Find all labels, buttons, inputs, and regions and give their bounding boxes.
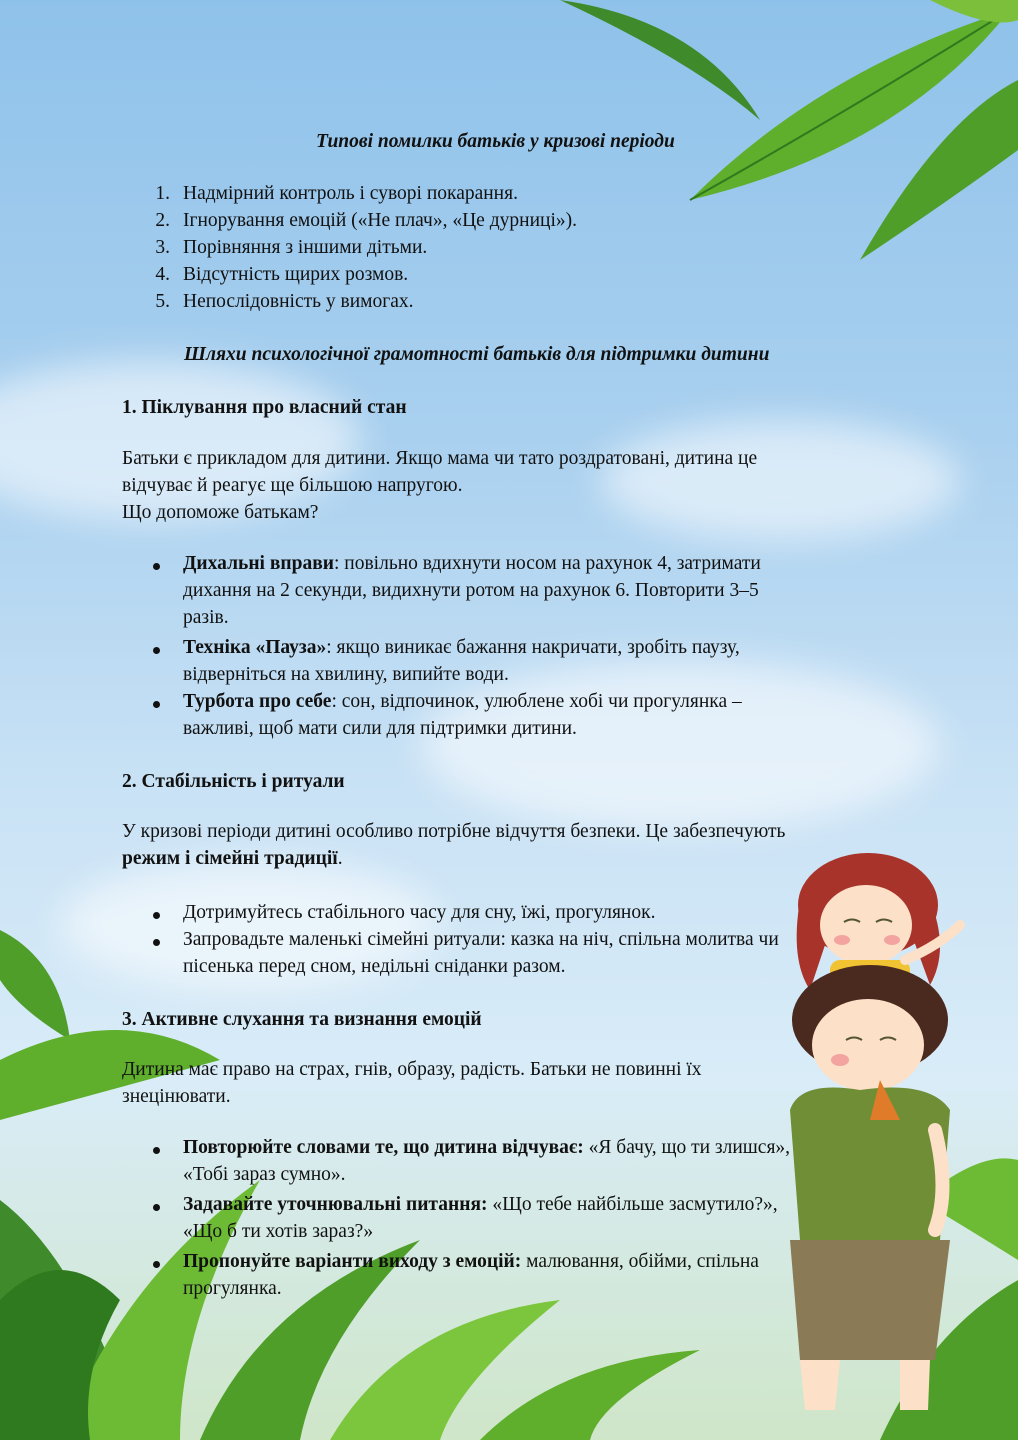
paragraph-line: відчуває й реагує ще більшою напругою. <box>122 475 463 496</box>
bullet-icon <box>153 647 160 654</box>
list-item-line: відверніться на хвилину, випийте води. <box>183 664 509 685</box>
list-item: Непослідовність у вимогах. <box>183 291 414 312</box>
list-item: Турбота про себе: сон, відпочинок, улюблене хобі чи прогулянка – <box>183 691 742 712</box>
list-number: 1. <box>155 183 170 204</box>
section-heading: 2. Стабільність і ритуали <box>122 771 345 792</box>
section-heading: 3. Активне слухання та визнання емоцій <box>122 1009 482 1030</box>
paragraph-line: Дитина має право на страх, гнів, образу, радість. Батьки не повинні їх <box>122 1059 702 1080</box>
paragraph-line: режим і сімейні традиції. <box>122 848 343 869</box>
list-item-line: прогулянка. <box>183 1278 282 1299</box>
list-number: 4. <box>155 264 170 285</box>
ways-title: Шляхи психологічної грамотності батьків для підтримки дитини <box>184 344 770 365</box>
list-item: Дихальні вправи: повільно вдихнути носом на рахунок 4, затримати <box>183 553 761 574</box>
list-item: Ігнорування емоцій («Не плач», «Це дурниці»). <box>183 210 577 231</box>
bullet-icon <box>153 1147 160 1154</box>
list-item: Запровадьте маленькі сімейні ритуали: казка на ніч, спільна молитва чи <box>183 929 779 950</box>
list-item: Повторюйте словами те, що дитина відчуває: «Я бачу, що ти злишся», <box>183 1137 791 1158</box>
list-item: Дотримуйтесь стабільного часу для сну, їжі, прогулянок. <box>183 902 656 923</box>
list-item: Порівняння з іншими дітьми. <box>183 237 428 258</box>
paragraph-line: Батьки є прикладом для дитини. Якщо мама чи тато роздратовані, дитина це <box>122 448 758 469</box>
list-item: Техніка «Пауза»: якщо виникає бажання накричати, зробіть паузу, <box>183 637 740 658</box>
bullet-icon <box>153 939 160 946</box>
list-number: 2. <box>155 210 170 231</box>
bullet-icon <box>153 1261 160 1268</box>
bullet-icon <box>153 563 160 570</box>
paragraph-line: знецінювати. <box>122 1086 231 1107</box>
paragraph-line: У кризові періоди дитині особливо потрібне відчуття безпеки. Це забезпечують <box>122 821 786 842</box>
list-item: Відсутність щирих розмов. <box>183 264 409 285</box>
list-item: Пропонуйте варіанти виходу з емоцій: малювання, обійми, спільна <box>183 1251 759 1272</box>
list-item-line: важливі, щоб мати сили для підтримки дитини. <box>183 718 577 739</box>
paragraph-line: Що допоможе батькам? <box>122 502 319 523</box>
list-item-line: «Що б ти хотів зараз?» <box>183 1221 374 1242</box>
list-number: 3. <box>155 237 170 258</box>
list-item-line: пісенька перед сном, недільні сніданки разом. <box>183 956 566 977</box>
list-item-line: разів. <box>183 607 229 628</box>
bullet-icon <box>153 1204 160 1211</box>
list-item: Задавайте уточнювальні питання: «Що тебе найбільше засмутило?», <box>183 1194 778 1215</box>
bullet-icon <box>153 701 160 708</box>
section-heading: 1. Піклування про власний стан <box>122 397 407 418</box>
list-item-line: дихання на 2 секунди, видихнути ротом на рахунок 6. Повторити 3–5 <box>183 580 759 601</box>
list-item: Надмірний контроль і суворі покарання. <box>183 183 518 204</box>
mistakes-title: Типові помилки батьків у кризові періоди <box>316 131 675 152</box>
list-item-line: «Тобі зараз сумно». <box>183 1164 346 1185</box>
bullet-icon <box>153 912 160 919</box>
list-number: 5. <box>155 291 170 312</box>
